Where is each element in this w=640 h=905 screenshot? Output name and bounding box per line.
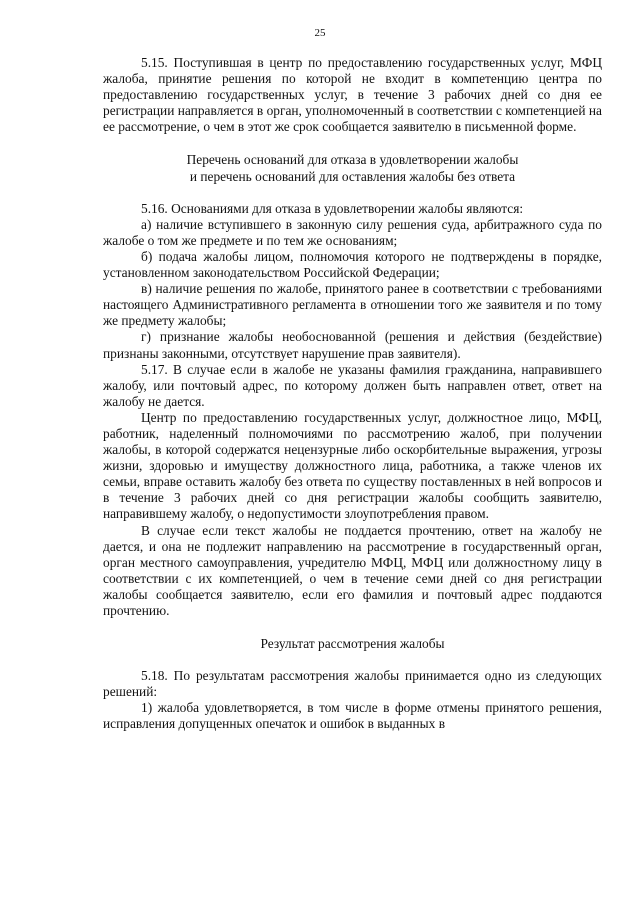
section-heading-complaint-result: Результат рассмотрения жалобы	[260, 636, 445, 652]
paragraph-5-16-item-v: в) наличие решения по жалобе, принятого ранее в соответствии с требованиями настоящего Административного регламента в отношении того же заявителя и по тому же предмету жалобы;	[103, 281, 602, 329]
paragraph-5-15: 5.15. Поступившая в центр по предоставлению государственных услуг, МФЦ жалоба, принятие решения по которой не входит в компетенцию центра по предоставлению государственных услуг, в течение 3 рабочих дней со дня ее регистрации направляется в орган, уполномоченный в соответствии с компетенцией на ее рассмотрение, о чем в этот же срок сообщается заявителю в письменной форме.	[103, 55, 602, 135]
paragraph-5-16-item-g: г) признание жалобы необоснованной (решения и действия (бездействие) признаны законными, отсутствует нарушение прав заявителя).	[103, 329, 602, 361]
paragraph-5-18: 5.18. По результатам рассмотрения жалобы принимается одно из следующих решений:	[103, 668, 602, 700]
page-number: 25	[314, 27, 326, 39]
paragraph-5-17: 5.17. В случае если в жалобе не указаны фамилия гражданина, направившего жалобу, или почтовый адрес, по которому должен быть направлен ответ, ответ на жалобу не дается.	[103, 361, 602, 409]
paragraph-5-18-item-1: 1) жалоба удовлетворяется, в том числе в форме отмены принятого решения, исправления допущенных опечаток и ошибок в выданных в	[103, 700, 602, 732]
paragraph-5-16: 5.16. Основаниями для отказа в удовлетворении жалобы являются:	[141, 200, 524, 216]
section-heading-refusal-grounds-line-1: Перечень оснований для отказа в удовлетворении жалобы	[186, 152, 519, 168]
section-heading-refusal-grounds-line-2: и перечень оснований для оставления жалобы без ответа	[189, 168, 516, 184]
paragraph-5-16-item-a: а) наличие вступившего в законную силу решения суда, арбитражного суда по жалобе о том же предмете и по тем же основаниям;	[103, 216, 602, 248]
paragraph-center-right-to-leave-unanswered: Центр по предоставлению государственных услуг, должностное лицо, МФЦ, работник, наделенный полномочиями по рассмотрению жалоб, при получении жалобы, в которой содержатся нецензурные либо оскорбительные выражения, угрозы жизни, здоровью и имуществу должностного лица, работника, а также членов их семьи, вправе оставить жалобу без ответа по существу поставленных в ней вопросов и в течение 3 рабочих дней со дня регистрации жалобы сообщить заявителю, направившему жалобу, о недопустимости злоупотребления правом.	[103, 409, 602, 522]
paragraph-unreadable-complaint: В случае если текст жалобы не поддается прочтению, ответ на жалобу не дается, и она не подлежит направлению на рассмотрение в государственный орган, орган местного самоуправления, учредителю МФЦ, МФЦ или должностному лицу в соответствии с их компетенцией, о чем в течение семи дней со дня регистрации жалобы сообщается заявителю, если его фамилия и почтовый адрес поддаются прочтению.	[103, 522, 602, 618]
paragraph-5-16-item-b: б) подача жалобы лицом, полномочия которого не подтверждены в порядке, установленном законодательством Российской Федерации;	[103, 248, 602, 281]
document-body	[103, 55, 602, 733]
